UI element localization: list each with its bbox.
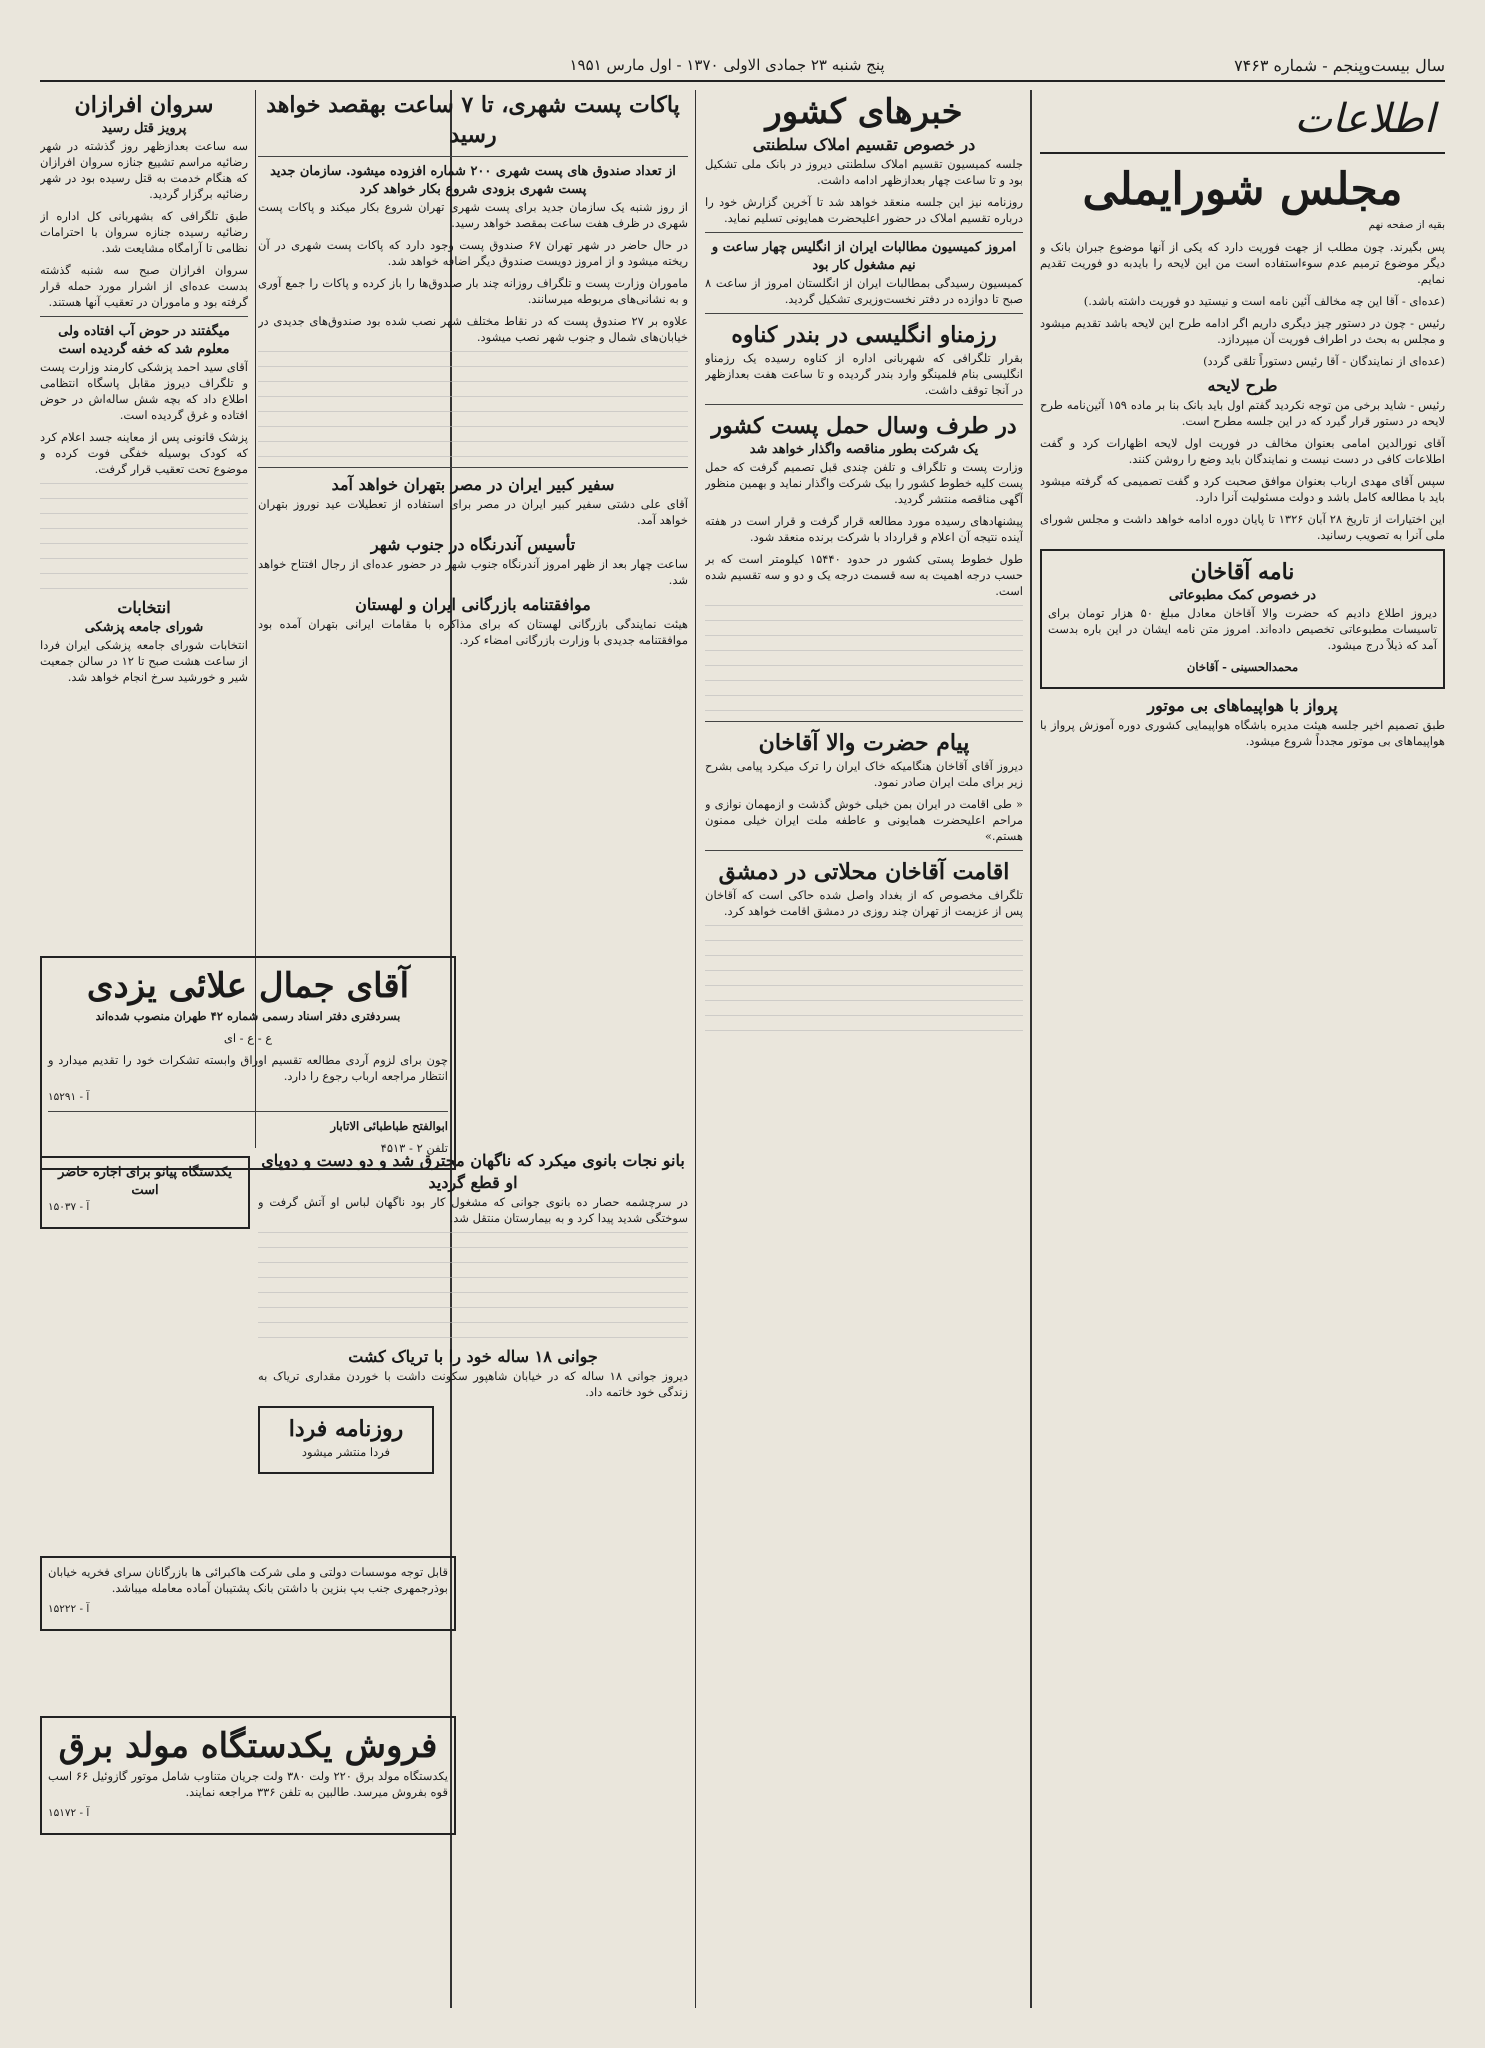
ad-ref: آ - ۱۵۲۲۲ — [48, 1603, 90, 1615]
newspaper-logo: اطلاعات — [1294, 96, 1435, 142]
subheading: شورای جامعه پزشکی — [84, 620, 204, 635]
subheading: امروز کمیسیون مطالبات ایران از انگلیس چهار ساعت و نیم مشغول کار بود — [711, 240, 1017, 273]
afrazan-headline: سروان افرازان — [74, 92, 214, 118]
column-rule — [695, 90, 696, 2008]
continued-note: بقیه از صفحه نهم — [1368, 219, 1445, 231]
article-paragraph: سه ساعت بعدازظهر روز گذشته در شهر رضائیه مراسم تشییع جنازه سروان افرازان که هنگام خدمت به قتل رسیده بود در شهر رضائیه برگزار گردید. — [40, 139, 248, 201]
ad-generator — [40, 1716, 456, 1835]
article-paragraph: آقای سید احمد پزشکی کارمند وزارت پست و تلگراف دیروز مقابل پاسگاه انتظامی اطلاع داد که بچه شش ساله‌اش در حوض افتاده و غرق گردیده است. — [40, 360, 248, 422]
ad-title: فروش یکدستگاه مولد برق — [58, 1726, 438, 1766]
subheading: یک شرکت بطور مناقصه واگذار خواهد شد — [749, 442, 979, 457]
parliament-headline: مجلس شورایملی — [1082, 164, 1403, 215]
ad-title: یکدستگاه پیانو برای اجاره حاضر است — [58, 1165, 232, 1198]
issue-date: پنج شنبه ۲۳ جمادی الاولی ۱۳۷۰ - اول مارس ۱۹۵۱ — [569, 56, 885, 74]
box-subtitle: در خصوص کمک مطبوعاتی — [1168, 588, 1317, 603]
ad-code: ع - ع - ای — [223, 1031, 273, 1045]
ad-name: ابوالفتح طباطبائی الاتابار — [330, 1119, 448, 1133]
article-paragraph: ماموران وزارت پست و تلگراف روزانه چند بار صندوق‌ها را باز کرده و پاکات را جمع آوری و به نشانی‌های مربوطه میرسانند. — [258, 276, 688, 306]
article-paragraph: روزنامه نیز این جلسه منعقد خواهد شد تا آخرین گزارش خود را درباره تقسیم املاک در حضور اعلیحضرت همایونی تسلیم نماید. — [705, 195, 1023, 225]
divider — [258, 467, 688, 468]
subheading: پرواز با هواپیماهای بی موتور — [1147, 696, 1338, 715]
article-paragraph: آقای علی دشتی سفیر کبیر ایران در مصر برای استفاده از تعطیلات عید نوروز بتهران خواهد آمد. — [258, 497, 688, 527]
news-headline: خبرهای کشور — [765, 92, 963, 132]
article-paragraph: کمیسیون رسیدگی بمطالبات ایران از انگلستان امروز از ساعت ۸ صبح تا دوازده در دفتر نخست‌وزیری تشکیل گردید. — [705, 276, 1023, 306]
subheading: رزمناو انگلیسی در بندر کناوه — [731, 322, 997, 348]
ad-body: چون برای لزوم آردی مطالعه تقسیم اوراق وابسته تشکرات خود را تقدیم میدارد و انتظار مراجعه ارباب رجوع را دارد. — [48, 1053, 448, 1083]
box-title: نامه آقاخان — [1190, 559, 1295, 585]
ad-title: روزنامه فردا — [288, 1416, 404, 1442]
ad-ref: آ - ۱۵۰۳۷ — [48, 1201, 90, 1213]
article-paragraph: (عده‌ای از نمایندگان - آقا رئیس دستوراً تلقی گردد) — [1203, 354, 1445, 368]
subheading: در طرف وسال حمل پست کشور — [711, 413, 1017, 439]
fardas-ad — [258, 1406, 434, 1474]
lead-text: از تعداد صندوق های پست شهری ۲۰۰ شماره افزوده میشود. سازمان جدید پست شهری بزودی شروع بکار خواهد کرد — [270, 164, 676, 197]
article-paragraph: سروان افرازان صبح سه شنبه گذشته بدست عده‌ای از اشرار مورد حمله قرار گرفته بود و ماموران در تعقیب آنها هستند. — [40, 263, 248, 309]
text-block-placeholder — [705, 605, 1023, 715]
subheading: در خصوص تقسیم املاک سلطنتی — [752, 135, 976, 154]
text-block-placeholder — [258, 351, 688, 461]
text-block-placeholder — [258, 1232, 688, 1342]
ad-subtitle: فردا منتشر میشود — [301, 1445, 391, 1459]
article-paragraph: جلسه کمیسیون تقسیم املاک سلطنتی دیروز در بانک ملی تشکیل بود و تا ساعت چهار بعدازظهر ادامه داشت. — [705, 157, 1023, 187]
ad-phone: تلفن ۲ - ۴۵۱۳ — [380, 1141, 448, 1155]
divider — [1040, 152, 1445, 154]
article-paragraph: رئیس - شاید برخی من توجه نکردید گفتم اول باید بانک بنا بر ماده ۱۵۹ آئین‌نامه طرح لایحه در دستور قرار گیرد که در این جلسه مطرح است. — [1040, 398, 1445, 428]
article-paragraph: این اختیارات از تاریخ ۲۸ آبان ۱۳۲۶ تا پایان دوره ادامه خواهد داشت و مجلس شورای ملی آنرا به تصویب رسانید. — [1040, 512, 1445, 542]
divider — [705, 232, 1023, 233]
ad-body: یکدستگاه مولد برق ۲۲۰ ولت ۳۸۰ ولت جریان متناوب شامل موتور گازوئیل ۶۶ اسب قوه بفروش میرسد. طالبین به تلفن ۳۳۶ مراجعه نمایند. — [48, 1769, 449, 1799]
article-paragraph: علاوه بر ۲۷ صندوق پست که در نقاط مختلف شهر نصب شده بود صندوق‌های جدیدی در خیابان‌های شمال و جنوب شهر نصب میشود. — [258, 314, 688, 344]
ad-jamal-alaei — [40, 956, 456, 1170]
letter-signature: محمدالحسینی - آقاخان — [1186, 660, 1299, 674]
article-paragraph: در حال حاضر در شهر تهران ۶۷ صندوق پست وجود دارد که پاکات پست شهری در آن ریخته میشود و از امروز دویست صندوق دیگر اضافه خواهد شد. — [258, 238, 688, 268]
subheading: میگفتند در حوض آب افتاده ولی معلوم شد که خفه گردیده است — [58, 324, 230, 357]
subheading: تأسیس آندرنگاه در جنوب شهر — [370, 535, 576, 554]
article-paragraph: پزشک قانونی پس از معاینه جسد اعلام کرد که کودک بوسیله خفگی فوت کرده و موضوع تحت تعقیب قرار گرفت. — [40, 430, 248, 476]
ad-body: قابل توجه موسسات دولتی و ملی شرکت هاکبرائی ها بازرگانان سرای فخریه خیابان بوذرجمهری جنب بپ بنزین با داشتن بانک پشتیبان آماده معامله میباشد. — [48, 1565, 448, 1595]
byline: پرویز قتل رسید — [101, 121, 187, 136]
subheading: پیام حضرت والا آقاخان — [758, 730, 970, 756]
column-rule — [1030, 90, 1032, 2008]
ad-ref: آ - ۱۵۲۹۱ — [48, 1091, 90, 1103]
article-paragraph: انتخابات شورای جامعه پزشکی ایران فردا از ساعت هشت صبح تا ۱۲ در سالن جمعیت شیر و خورشید سرخ انجام خواهد شد. — [40, 638, 248, 684]
article-paragraph: ساعت چهار بعد از ظهر امروز آندرنگاه جنوب شهر در حضور عده‌ای از رجال افتتاح خواهد شد. — [258, 557, 688, 587]
ad-merchants — [40, 1556, 456, 1631]
article-paragraph: پیشنهادهای رسیده مورد مطالعه قرار گرفت و قرار است در هفته آینده نتیجه آن اعلام و قرارداد با شرکت برنده منعقد شود. — [705, 514, 1023, 544]
divider — [705, 850, 1023, 851]
subheading: اقامت آقاخان محلاتی در دمشق — [718, 859, 1010, 885]
article-paragraph: « طی اقامت در ایران بمن خیلی خوش گذشت و ازمهمان نوازی و مراحم اعلیحضرت همایونی و عاطفه ملت ایران خیلی ممنون هستم.» — [705, 797, 1023, 843]
article-paragraph: هیئت نمایندگی بازرگانی لهستان که برای مذاکره با مقامات ایرانی بتهران آمده بود موافقتنامه جدیدی با وزارت بازرگانی امضاء کرد. — [258, 617, 688, 647]
article-paragraph: طول خطوط پستی کشور در حدود ۱۵۴۴۰ کیلومتر است که بر حسب درجه اهمیت به سه قسمت درجه یک و دو و سه تقسیم شده است. — [705, 552, 1023, 598]
subheading: بانو نجات بانوی میکرد که ناگهان محترق شد و دو دست و دوپای او قطع گردید — [261, 1151, 685, 1192]
text-block-placeholder — [40, 483, 248, 593]
article-paragraph: طبق تلگرافی که بشهربانی کل اداره از رضائیه رسیده جنازه سروان با احترامات نظامی تا آرامگاه مشایعت شد. — [40, 209, 248, 255]
article-paragraph: تلگراف مخصوص که از بغداد واصل شده حاکی است که آقاخان پس از عزیمت از تهران چند روزی در دمشق اقامت خواهد کرد. — [705, 888, 1023, 918]
article-paragraph: آقای نورالدین امامی بعنوان مخالف در فوریت اول لایحه اظهارات کرد و گفت اطلاعات کافی در دست نیست و نمایندگان باید وضع را روشن کنند. — [1040, 436, 1445, 466]
article-paragraph: رئیس - چون در دستور چیز دیگری داریم اگر ادامه طرح این لایحه باشد تقدیم میشود و مجلس به بحث در اطراف فوریت آن میپردازد. — [1040, 316, 1445, 346]
text-block-placeholder — [705, 925, 1023, 1035]
divider — [48, 1111, 448, 1112]
box-paragraph: دیروز اطلاع دادیم که حضرت والا آقاخان معادل مبلغ ۵۰ هزار تومان برای تاسیسات مطبوعاتی تخصیص داده‌اند. امروز متن نامه ایشان در این باره بدست آمد که ذیلاً درج میشود. — [1048, 606, 1437, 652]
ad-title: آقای جمال علائی یزدی — [86, 966, 410, 1006]
article-paragraph: از روز شنبه یک سازمان جدید برای پست شهری تهران شروع بکار میکند و پاکات پست شهری در ظرف هفت ساعت بمقصد خواهد رسید. — [258, 200, 688, 230]
divider — [258, 156, 688, 157]
divider — [40, 316, 248, 317]
article-paragraph: بقرار تلگرافی که شهربانی اداره از کناوه رسیده یک رزمناو انگلیسی بنام فلمینگو وارد بندر گردیده و تا ساعت هفت بعدازظهر در آنجا توقف داشت. — [705, 351, 1023, 397]
column-national-news — [705, 90, 1023, 2008]
ad-subtitle: بسردفتری دفتر اسناد رسمی شماره ۴۲ طهران منصوب شده‌اند — [95, 1009, 401, 1023]
article-paragraph: سپس آقای مهدی ارباب بعنوان موافق صحبت کرد و گفت تصمیمی که گرفته میشود باید با مطالعه کامل باشد و دولت مسئولیت آنرا دارد. — [1040, 474, 1445, 504]
subheading: انتخابات — [117, 598, 171, 617]
column-parliament — [1040, 90, 1445, 2008]
subheading: طرح لایحه — [1207, 376, 1278, 395]
subheading: جوانی ۱۸ ساله خود را با تریاک کشت — [348, 1347, 598, 1366]
post-headline: پاکات پست شهری، تا ۷ ساعت بهقصد خواهد رسید — [266, 92, 680, 148]
article-paragraph: وزارت پست و تلگراف و تلفن چندی قبل تصمیم گرفت که حمل پست کلیه خطوط کشور را بیک شرکت واگذار نماید و بهمین منظور آگهی مناقصه منتشر گردید. — [705, 460, 1023, 506]
ad-ref: آ - ۱۵۱۷۲ — [48, 1807, 90, 1819]
article-paragraph: طبق تصمیم اخیر جلسه هیئت مدیره باشگاه هواپیمایی کشوری دوره آموزش پرواز با هواپیماهای بی موتور مجدداً شروع میشود. — [1040, 718, 1445, 748]
article-paragraph: دیروز آقای آقاخان هنگامیکه خاک ایران را ترک میکرد پیامی بشرح زیر برای ملت ایران صادر نمود. — [705, 759, 1023, 789]
aghakhan-letter-box — [1040, 549, 1445, 689]
divider — [705, 313, 1023, 314]
article-paragraph: دیروز جوانی ۱۸ ساله که در خیابان شاهپور سکونت داشت با خوردن مقداری تریاک به زندگی خود خاتمه داد. — [258, 1369, 688, 1399]
divider — [705, 721, 1023, 722]
subheading: موافقتنامه بازرگانی ایران و لهستان — [355, 595, 591, 614]
masthead — [40, 50, 1445, 82]
article-paragraph: (عده‌ای - آقا این چه مخالف آئین نامه است و نیستید دو فوریت داشته باشد.) — [1083, 294, 1445, 308]
article-paragraph: پس بگیرند. چون مطلب از جهت فوریت دارد که یکی از آنها موضوع جبران بانک و دیگر موضوع ترمیم عدم سوءاستفاده است من این لایحه را بایدبه دو فوریت تقدیم نمایم. — [1040, 240, 1445, 286]
article-paragraph: در سرچشمه حصار ده بانوی جوانی که مشغول کار بود ناگهان لباس او آتش گرفت و سوختگی شدید پیدا کرد و به بیمارستان منتقل شد. — [258, 1195, 688, 1225]
subheading: سفیر کبیر ایران در مصر بتهران خواهد آمد — [331, 475, 615, 494]
issue-number: سال بیست‌وپنجم - شماره ۷۴۶۳ — [1234, 55, 1445, 75]
divider — [705, 404, 1023, 405]
